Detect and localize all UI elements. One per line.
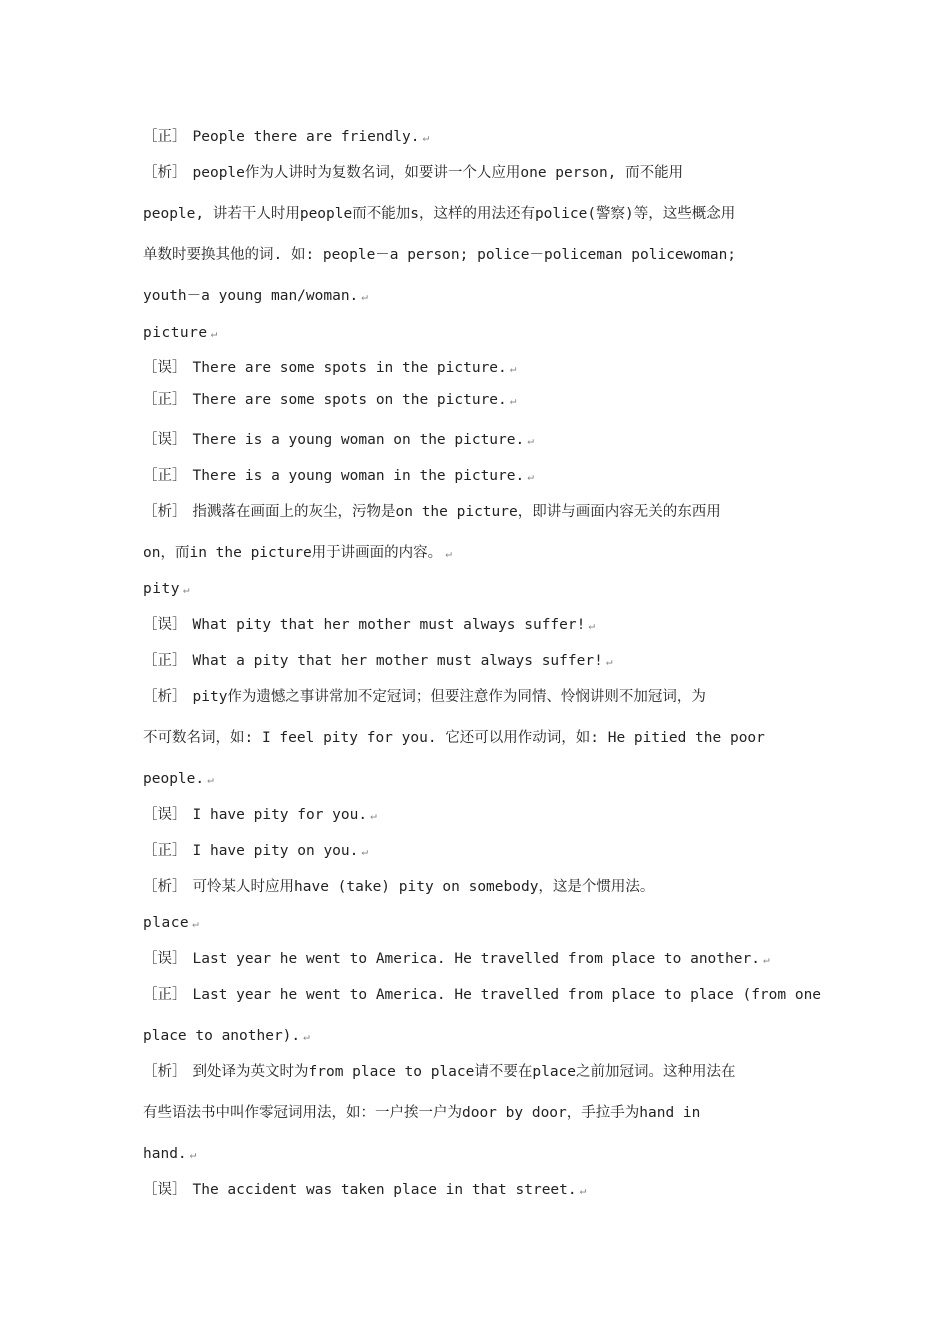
line-text: I have pity on you. bbox=[192, 843, 359, 859]
text-line bbox=[143, 949, 823, 970]
line-text: 不可数名词，如: I feel pity for you. 它还可以用作动词，如: He pitied the poor bbox=[143, 730, 765, 746]
line-tag: ［误］ bbox=[143, 1182, 187, 1198]
line-text: youth－a young man/woman. bbox=[143, 288, 359, 304]
text-line bbox=[143, 163, 823, 183]
text-line bbox=[143, 687, 823, 707]
text-line bbox=[143, 390, 823, 411]
paragraph-mark-icon: ↵ bbox=[509, 394, 517, 407]
text-line bbox=[143, 1180, 823, 1201]
line-text: people. bbox=[143, 771, 205, 787]
line-text: pity bbox=[143, 581, 180, 597]
paragraph-mark-icon: ↵ bbox=[182, 583, 191, 596]
paragraph-mark-icon: ↵ bbox=[422, 131, 430, 144]
paragraph-mark-icon: ↵ bbox=[527, 434, 534, 447]
text-line bbox=[143, 127, 823, 148]
line-tag: ［误］ bbox=[143, 951, 187, 967]
line-tag: ［误］ bbox=[143, 807, 187, 823]
line-text: What pity that her mother must always suffer! bbox=[192, 617, 586, 633]
text-line bbox=[143, 358, 823, 379]
paragraph-mark-icon: ↵ bbox=[207, 773, 214, 786]
paragraph-mark-icon: ↵ bbox=[605, 655, 613, 668]
line-tag: ［析］ bbox=[143, 165, 187, 181]
line-tag: ［析］ bbox=[143, 504, 187, 520]
paragraph-mark-icon: ↵ bbox=[361, 290, 368, 303]
text-line bbox=[143, 286, 823, 307]
paragraph-mark-icon: ↵ bbox=[210, 327, 218, 340]
text-line bbox=[143, 1144, 823, 1165]
line-text: place bbox=[143, 915, 190, 931]
line-text: people作为人讲时为复数名词，如要讲一个人应用one person, 而不能用 bbox=[192, 165, 684, 181]
paragraph-mark-icon: ↵ bbox=[192, 917, 200, 930]
line-text: 到处译为英文时为from place to place请不要在place之前加冠词。这种用法在 bbox=[192, 1064, 736, 1080]
text-line bbox=[143, 502, 823, 522]
text-line bbox=[143, 466, 823, 487]
text-line bbox=[143, 805, 823, 826]
line-text: picture bbox=[143, 325, 208, 341]
line-text: The accident was taken place in that street. bbox=[192, 1182, 577, 1198]
line-text: What a pity that her mother must always suffer! bbox=[192, 653, 603, 669]
entry-heading bbox=[143, 323, 823, 344]
paragraph-mark-icon: ↵ bbox=[579, 1184, 587, 1197]
paragraph-mark-icon: ↵ bbox=[445, 547, 452, 560]
text-line bbox=[143, 1103, 823, 1123]
line-tag: ［析］ bbox=[143, 689, 187, 705]
paragraph-mark-icon: ↵ bbox=[762, 953, 770, 966]
text-line bbox=[143, 841, 823, 862]
line-tag: ［正］ bbox=[143, 987, 187, 1003]
line-text: pity作为遗憾之事讲常加不定冠词；但要注意作为同情、怜悯讲则不加冠词，为 bbox=[192, 689, 706, 705]
text-line bbox=[143, 728, 823, 748]
line-text: I have pity for you. bbox=[192, 807, 368, 823]
line-tag: ［正］ bbox=[143, 129, 187, 145]
paragraph-mark-icon: ↵ bbox=[303, 1030, 310, 1043]
line-tag: ［正］ bbox=[143, 468, 187, 484]
line-text: on，而in the picture用于讲画面的内容。 bbox=[143, 545, 443, 561]
text-line bbox=[143, 1062, 823, 1082]
line-text: Last year he went to America. He travelled from place to place (from one bbox=[192, 987, 822, 1003]
line-tag: ［析］ bbox=[143, 879, 187, 895]
text-line bbox=[143, 985, 823, 1005]
text-line bbox=[143, 651, 823, 672]
line-text: There are some spots in the picture. bbox=[192, 360, 507, 376]
text-line bbox=[143, 615, 823, 636]
line-text: People there are friendly. bbox=[192, 129, 420, 145]
line-tag: ［误］ bbox=[143, 360, 187, 376]
text-line bbox=[143, 245, 823, 265]
line-text: There are some spots on the picture. bbox=[192, 392, 507, 408]
text-line bbox=[143, 430, 823, 451]
line-text: There is a young woman in the picture. bbox=[192, 468, 525, 484]
entry-heading bbox=[143, 579, 823, 600]
line-tag: ［析］ bbox=[143, 1064, 187, 1080]
line-tag: ［正］ bbox=[143, 653, 187, 669]
text-line bbox=[143, 1026, 823, 1047]
line-text: Last year he went to America. He travelled from place to another. bbox=[192, 951, 760, 967]
text-line bbox=[143, 543, 823, 564]
line-text: 单数时要换其他的词. 如: people－a person; police－policeman policewoman; bbox=[143, 247, 737, 263]
paragraph-mark-icon: ↵ bbox=[509, 362, 517, 375]
line-tag: ［误］ bbox=[143, 617, 187, 633]
entry-heading bbox=[143, 913, 823, 934]
line-tag: ［正］ bbox=[143, 392, 187, 408]
line-text: There is a young woman on the picture. bbox=[192, 432, 525, 448]
paragraph-mark-icon: ↵ bbox=[370, 809, 377, 822]
line-tag: ［正］ bbox=[143, 843, 187, 859]
line-tag: ［误］ bbox=[143, 432, 187, 448]
line-text: 可怜某人时应用have (take) pity on somebody，这是个惯用法。 bbox=[192, 879, 655, 895]
line-text: hand. bbox=[143, 1146, 187, 1162]
text-line bbox=[143, 877, 823, 897]
paragraph-mark-icon: ↵ bbox=[189, 1148, 197, 1161]
line-text: 有些语法书中叫作零冠词用法，如：一户挨一户为door by door，手拉手为hand in bbox=[143, 1105, 701, 1121]
line-text: people, 讲若干人时用people而不能加s，这样的用法还有police(警察)等，这些概念用 bbox=[143, 206, 736, 222]
line-text: 指溅落在画面上的灰尘，污物是on the picture，即讲与画面内容无关的东西用 bbox=[192, 504, 721, 520]
paragraph-mark-icon: ↵ bbox=[361, 845, 368, 858]
line-text: place to another). bbox=[143, 1028, 301, 1044]
text-line bbox=[143, 204, 823, 224]
text-line bbox=[143, 769, 823, 790]
paragraph-mark-icon: ↵ bbox=[527, 470, 534, 483]
paragraph-mark-icon: ↵ bbox=[588, 619, 595, 632]
